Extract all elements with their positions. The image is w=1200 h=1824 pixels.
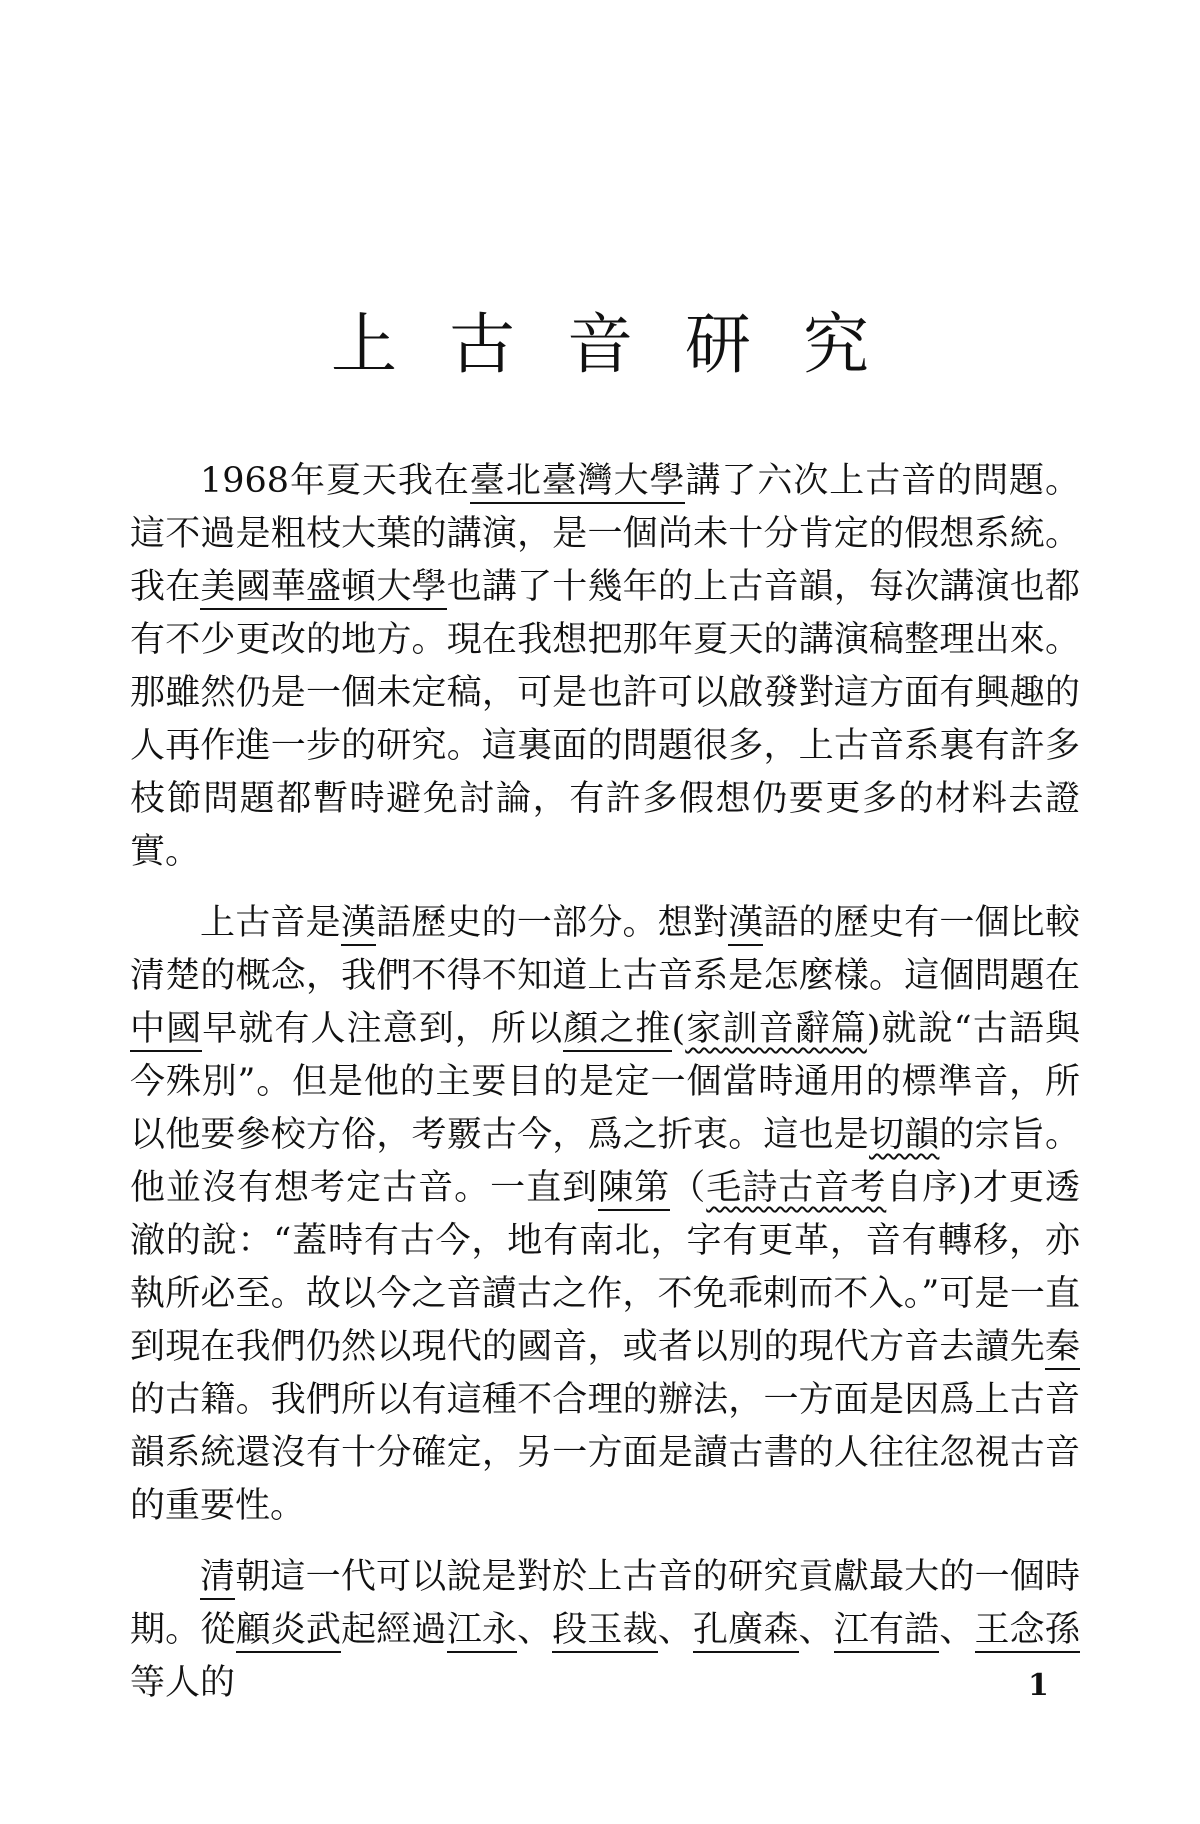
text-run: 起經過 xyxy=(341,1610,447,1650)
text-run: 、 xyxy=(657,1610,693,1650)
proper-name: 顏之推 xyxy=(563,1009,671,1052)
text-run: 1968年夏天我在 xyxy=(200,461,470,501)
text-run: 、 xyxy=(939,1610,975,1650)
proper-name: 江有誥 xyxy=(834,1610,940,1653)
body-text xyxy=(130,455,1080,1728)
text-run: 語歷史的一部分。想對 xyxy=(376,903,729,943)
text-run: 朝這一代可以說是對於上古音的研究貢獻最大的一個時期。從 xyxy=(130,1557,1080,1650)
page-number: 1 xyxy=(1028,1668,1049,1703)
paragraph-3 xyxy=(130,1551,1080,1710)
proper-name: 清 xyxy=(200,1557,235,1600)
proper-name: 孔廣森 xyxy=(693,1610,799,1653)
chapter-title: 上古音研究 xyxy=(331,306,921,383)
text-run: )就說“古語與今殊別”。但是他的主要目的是定一個當時通用的標準音，所以他要參校方俗，考覈古今，爲之折衷。這也是 xyxy=(130,1009,1080,1155)
proper-name: 華盛頓大學 xyxy=(271,567,447,610)
text-run: 等人的 xyxy=(130,1663,236,1703)
text-run: 的宗旨。他並沒有想考定古音。一直到 xyxy=(130,1115,1080,1208)
paragraph-2 xyxy=(130,897,1080,1533)
proper-name: 臺灣大學 xyxy=(542,461,686,504)
text-run: 自序)才更透澈的說：“蓋時有古今，地有南北，字有更革，音有轉移，亦執所必至。故以今之音讀古之作，不免乖剌而不入。”可是一直到現在我們仍然以現代的國音，或者以別的現代方音去讀先 xyxy=(130,1168,1080,1367)
text-run: 也講了十幾年的上古音韻，每次講演也都有不少更改的地方。現在我想把那年夏天的講演稿整理出來。那雖然仍是一個未定稿，可是也許可以啟發對這方面有興趣的人再作進一步的研究。這裏面的問題很多，上古音系裏有許多枝節問題都暫時避免討論，有許多假想仍要更多的材料去證實。 xyxy=(130,567,1080,872)
book-title: 毛詩古音考 xyxy=(706,1168,887,1208)
proper-name: 漢 xyxy=(728,903,763,946)
proper-name: 美國 xyxy=(200,567,270,610)
text-run: 的古籍。我們所以有這種不合理的辦法，一方面是因爲上古音韻系統還沒有十分確定，另一方面是讀古書的人往往忽視古音的重要性。 xyxy=(130,1380,1080,1526)
proper-name: 顧炎武 xyxy=(236,1610,342,1653)
text-run: 語的歷史有一個比較清楚的概念，我們不得不知道上古音系是怎麼樣。這個問題在 xyxy=(130,903,1080,996)
text-run: 講了六次上古音的問題。這不過是粗枝大葉的講演，是一個尚未十分肯定的假想系統。我在 xyxy=(130,461,1080,607)
proper-name: 漢 xyxy=(341,903,376,946)
text-run: （ xyxy=(670,1168,707,1208)
proper-name: 中國 xyxy=(130,1009,202,1052)
proper-name: 臺北 xyxy=(470,461,542,504)
proper-name: 段玉裁 xyxy=(552,1610,658,1653)
text-run: 上古音是 xyxy=(200,903,341,943)
proper-name: 陳第 xyxy=(598,1168,670,1211)
book-title: 家訓音辭篇 xyxy=(685,1009,867,1049)
text-run: ( xyxy=(671,1009,686,1049)
proper-name: 江永 xyxy=(447,1610,517,1653)
book-title: 切韻 xyxy=(869,1115,940,1155)
text-run: 、 xyxy=(517,1610,553,1650)
paragraph-1 xyxy=(130,455,1080,879)
text-run: 、 xyxy=(798,1610,834,1650)
proper-name: 王念孫 xyxy=(975,1610,1080,1653)
text-run: 早就有人注意到，所以 xyxy=(202,1009,564,1049)
proper-name: 秦 xyxy=(1045,1327,1080,1370)
